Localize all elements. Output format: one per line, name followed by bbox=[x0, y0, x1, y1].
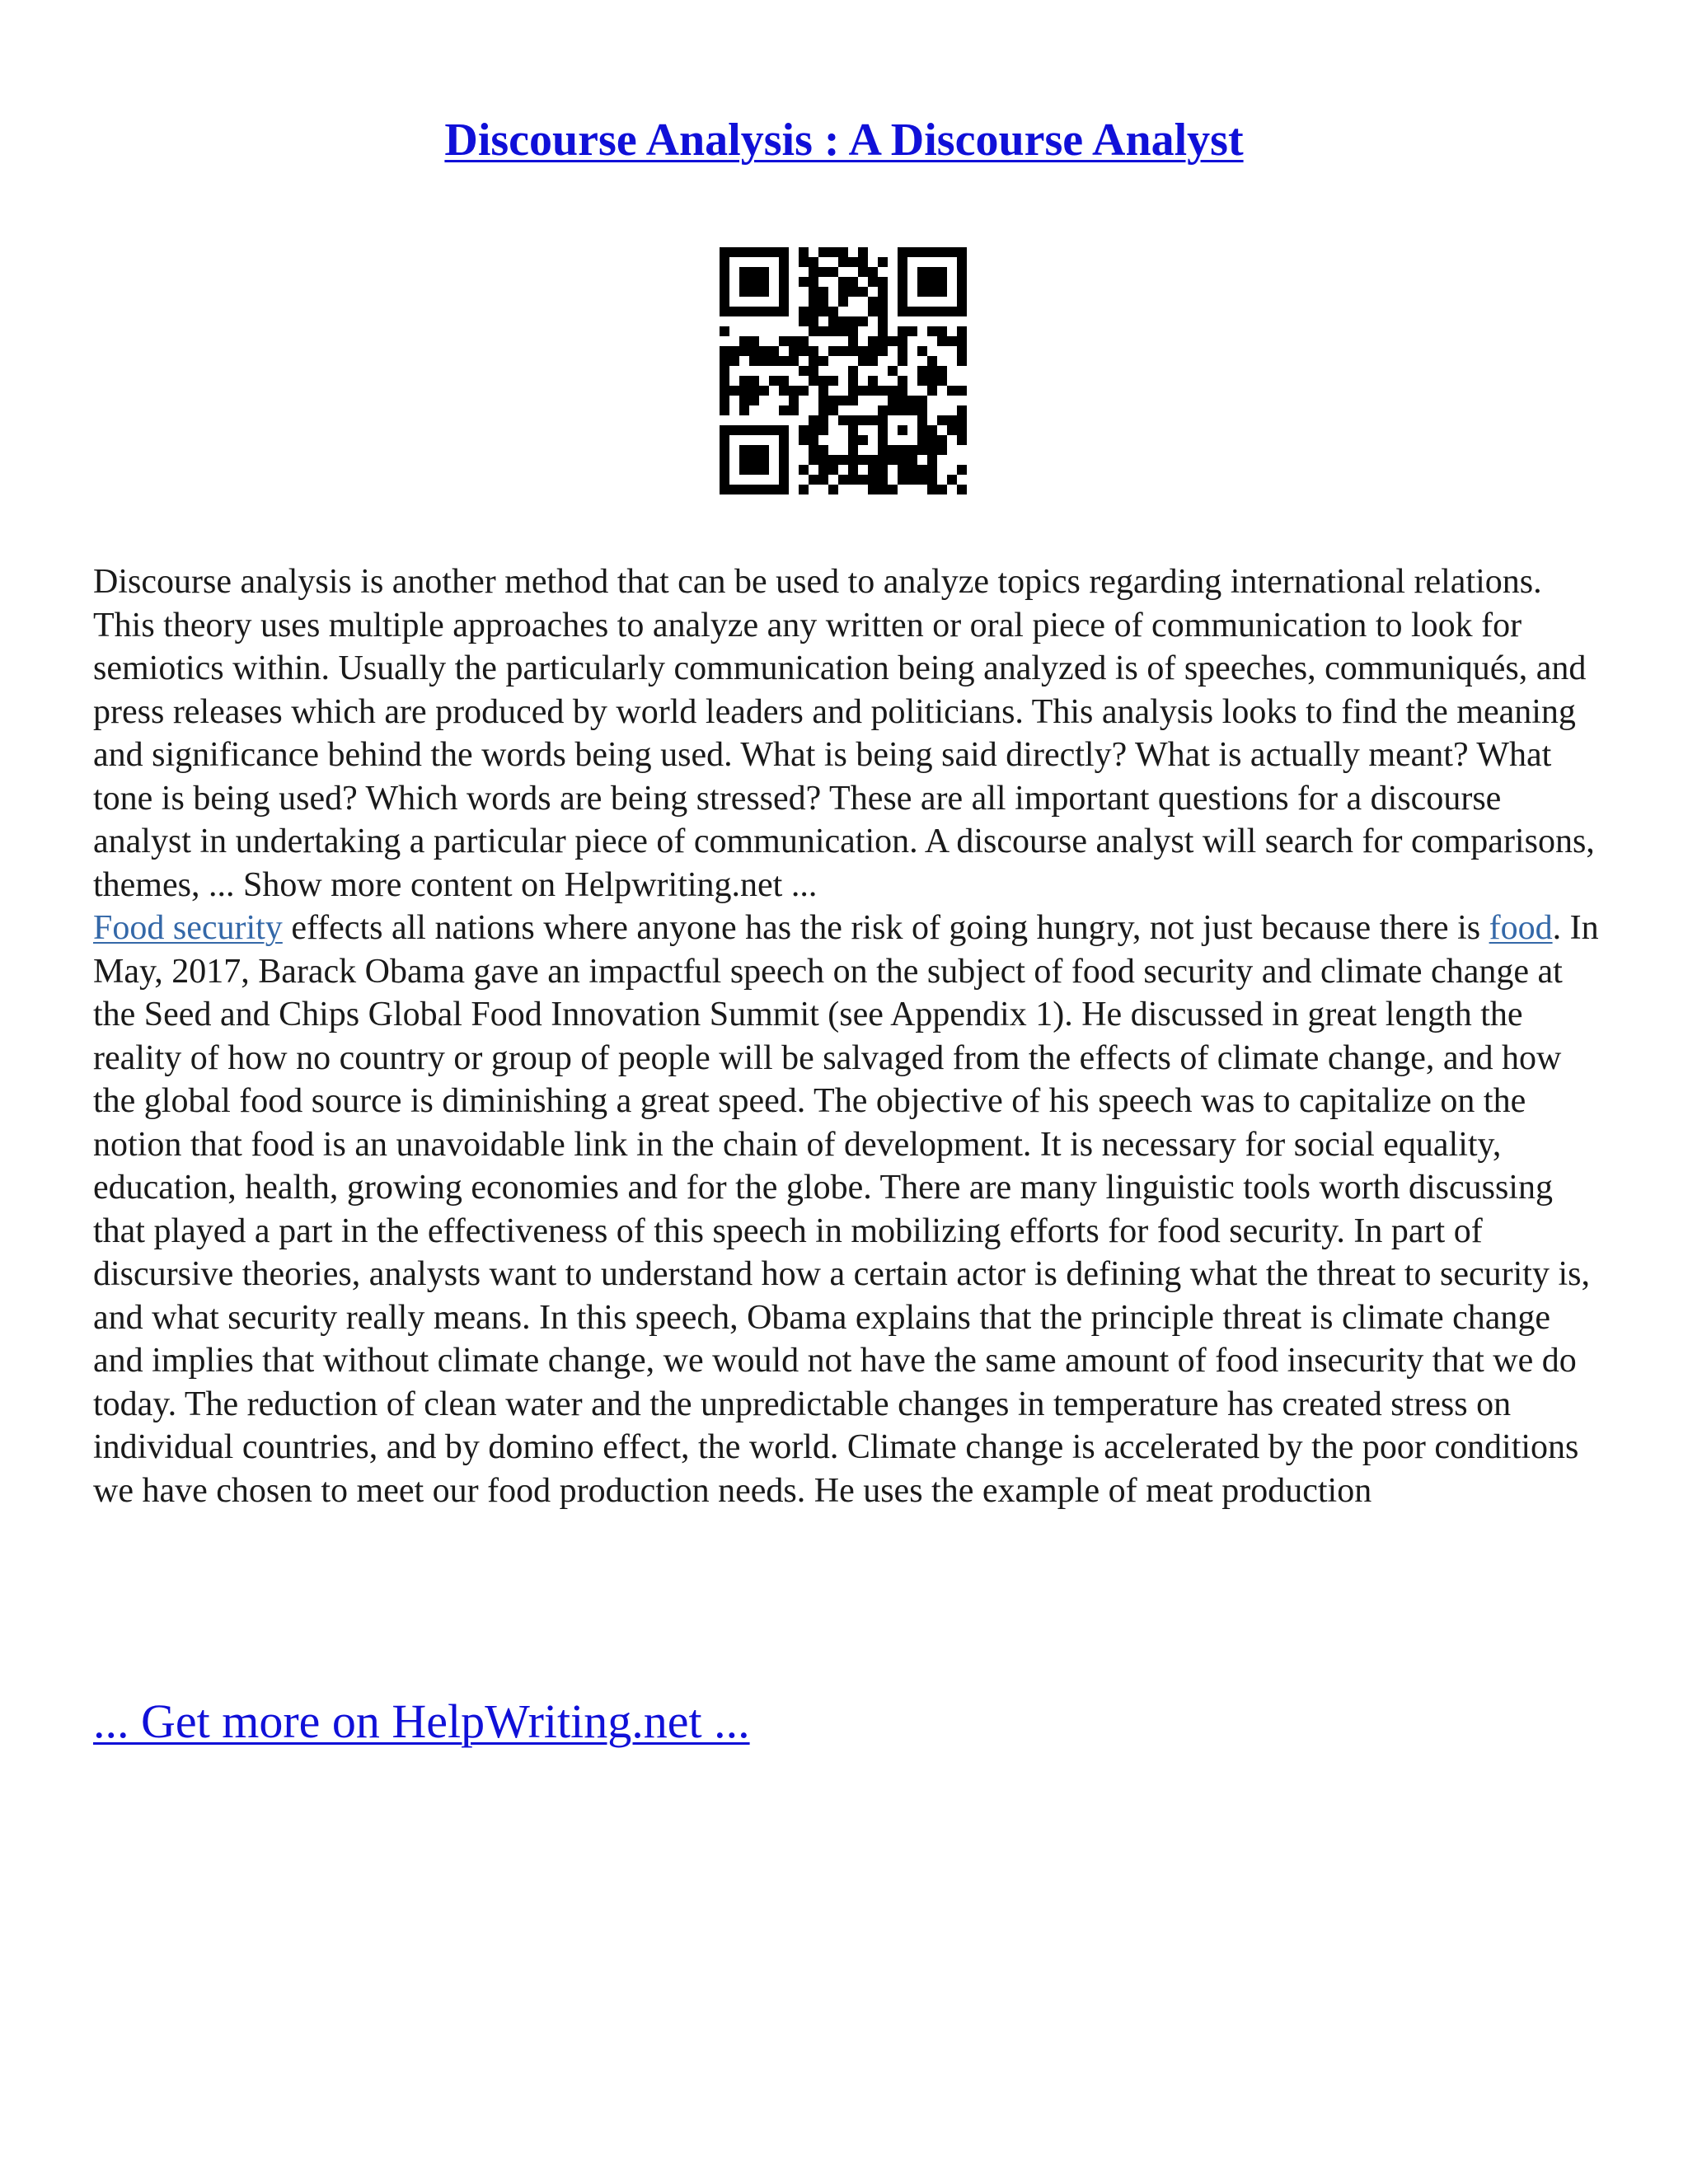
food-security-link[interactable]: Food security bbox=[93, 909, 283, 947]
paragraph-intro: Discourse analysis is another method that can be used to analyze topics regarding international relations. This theory uses multiple approaches to analyze any written or oral piece of communication to look for semiotics within. Usually the particularly communication being analyzed is of speeches, communiqués, and press releases which are produced by world leaders and politicians. This analysis looks to find the meaning and significance behind the words being used. What is being said directly? What is actually meant? What tone is being used? Which words are being stressed? These are all important questions for a discourse analyst in undertaking a particular piece of communication. A discourse analyst will search for comparisons, themes, ... Show more content on Helpwriting.net ... bbox=[93, 563, 1595, 904]
paragraph-text-part1: effects all nations where anyone has the risk of going hungry, not just because there is bbox=[282, 909, 1489, 947]
page-title-link[interactable]: Discourse Analysis : A Discourse Analyst bbox=[444, 115, 1244, 166]
more-link-container bbox=[93, 1694, 750, 1749]
paragraph-food-security bbox=[93, 907, 1601, 1512]
article-body bbox=[93, 560, 1601, 1512]
title-container bbox=[0, 114, 1688, 166]
food-link[interactable]: food bbox=[1489, 909, 1553, 947]
qr-code-icon bbox=[720, 247, 967, 494]
paragraph-text-part2: . In May, 2017, Barack Obama gave an impactful speech on the subject of food security and climate change at the Seed and Chips Global Food Innovation Summit (see Appendix 1). He discussed in great length the reality of how no country or group of people will be salvaged from the effects of climate change, and how the global food source is diminishing a great speed. The objective of his speech was to capitalize on the notion that food is an unavoidable link in the chain of development. It is necessary for social equality, education, health, growing economies and for the globe. There are many linguistic tools worth discussing that played a part in the effectiveness of this speech in mobilizing efforts for food security. In part of discursive theories, analysts want to understand how a certain actor is defining what the threat to security is, and what security really means. In this speech, Obama explains that the principle threat is climate change and implies that without climate change, we would not have the same amount of food insecurity that we do today. The reduction of clean water and the unpredictable changes in temperature has created stress on individual countries, and by domino effect, the world. Climate change is accelerated by the poor conditions we have chosen to meet our food production needs. He uses the example of meat production bbox=[93, 909, 1599, 1510]
get-more-link[interactable]: ... Get more on HelpWriting.net ... bbox=[93, 1694, 750, 1748]
